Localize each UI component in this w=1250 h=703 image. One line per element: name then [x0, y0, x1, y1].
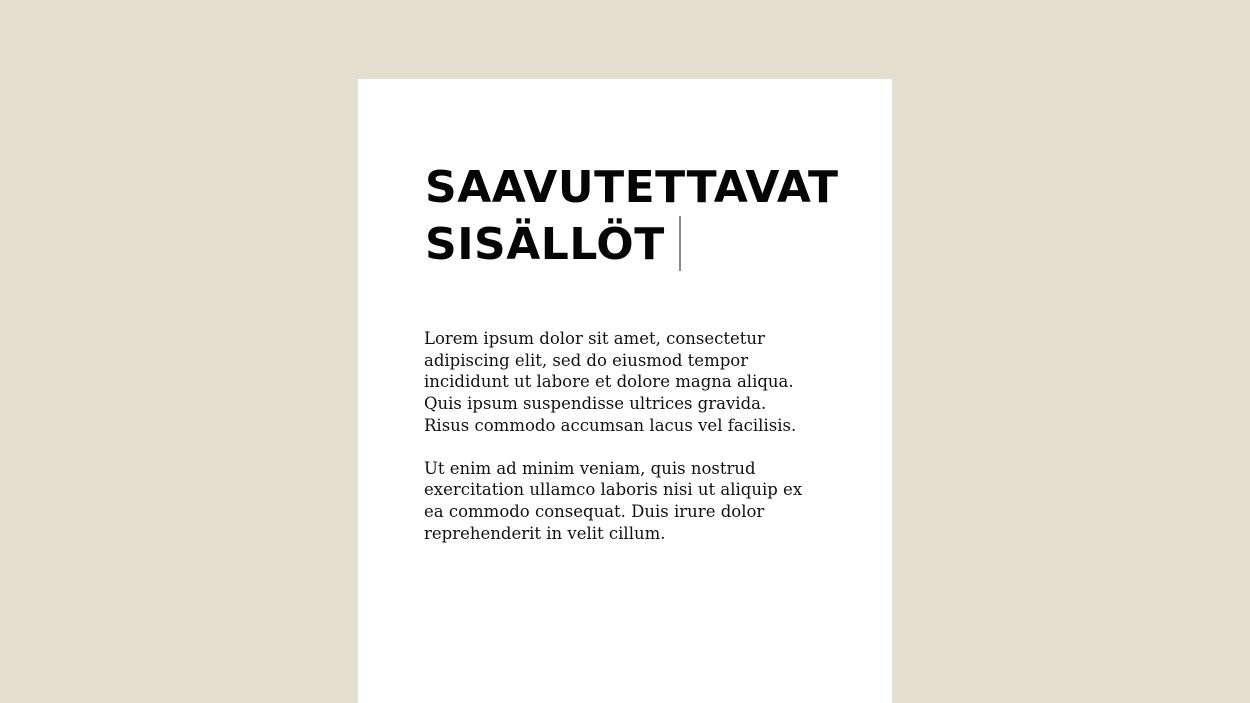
paragraph-1: Lorem ipsum dolor sit amet, consectetur adipiscing elit, sed do eiusmod tempor incididunt ut labore et dolore magna aliqua. Quis ipsum suspendisse ultrices gravida. Risus commodo accumsan lacus vel facilisis.	[424, 329, 797, 435]
document-sheet[interactable]	[358, 79, 892, 703]
paragraph-2: Ut enim ad minim veniam, quis nostrud exercitation ullamco laboris nisi ut aliquip ex ea commodo consequat. Duis irure dolor reprehenderit in velit cillum.	[424, 458, 803, 543]
text-cursor	[679, 216, 681, 271]
title-line-2-wrapper	[425, 216, 839, 273]
title-line-2: SISÄLLÖT	[425, 219, 665, 270]
title-line-1: SAAVUTETTAVAT	[425, 162, 839, 213]
document-title[interactable]	[425, 159, 839, 273]
document-body[interactable]	[424, 328, 808, 565]
